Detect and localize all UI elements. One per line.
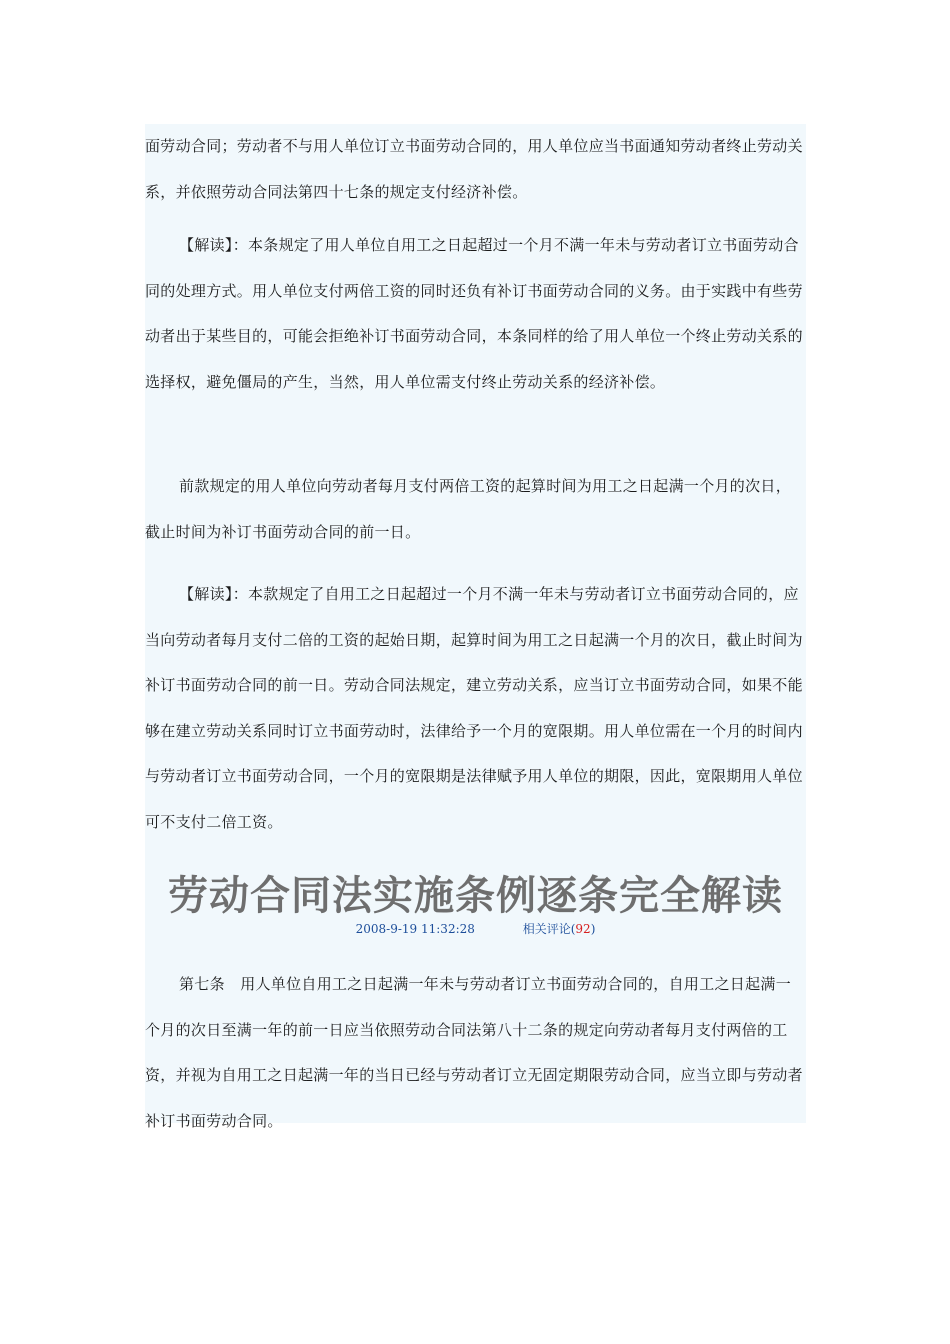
paragraph-interpretation-1: 【解读】：本条规定了用人单位自用工之日起超过一个月不满一年未与劳动者订立书面劳动合同的处理方式。用人单位支付两倍工资的同时还负有补订书面劳动合同的义务。由于实践中有些劳动者出于某些目的，可能会拒绝补订书面劳动合同，本条同样的给了用人单位一个终止劳动关系的选择权，避免僵局的产生，当然，用人单位需支付终止劳动关系的经济补偿。 bbox=[145, 236, 803, 391]
paragraph-clause: 前款规定的用人单位向劳动者每月支付两倍工资的起算时间为用工之日起满一个月的次日，截止时间为补订书面劳动合同的前一日。 bbox=[145, 477, 792, 541]
article-body: 第七条 用人单位自用工之日起满一年未与劳动者订立书面劳动合同的，自用工之日起满一个月的次日至满一年的前一日应当依照劳动合同法第八十二条的规定向劳动者每月支付两倍的工资，并视为自用工之日起满一年的当日已经与劳动者订立无固定期限劳动合同，应当立即与劳动者补订书面劳动合同。 bbox=[145, 975, 803, 1130]
related-comments-close: ) bbox=[590, 922, 596, 936]
related-comments-link[interactable] bbox=[523, 922, 596, 936]
paragraph-interpretation-2: 【解读】：本款规定了自用工之日起超过一个月不满一年未与劳动者订立书面劳动合同的，应当向劳动者每月支付二倍的工资的起始日期，起算时间为用工之日起满一个月的次日，截止时间为补订书面劳动合同的前一日。劳动合同法规定，建立劳动关系，应当订立书面劳动合同，如果不能够在建立劳动关系同时订立书面劳动时，法律给予一个月的宽限期。用人单位需在一个月的时间内与劳动者订立书面劳动合同，一个月的宽限期是法律赋予用人单位的期限，因此，宽限期用人单位可不支付二倍工资。 bbox=[145, 585, 803, 831]
publish-date: 2008-9-19 11:32:28 bbox=[355, 922, 475, 936]
article-title: 劳动合同法实施条例逐条完全解读 bbox=[168, 873, 783, 919]
paragraph-continuation: 面劳动合同；劳动者不与用人单位订立书面劳动合同的，用人单位应当书面通知劳动者终止劳动关系，并依照劳动合同法第四十七条的规定支付经济补偿。 bbox=[145, 137, 803, 201]
comment-count: 92 bbox=[575, 922, 591, 936]
related-comments-label: 相关评论( bbox=[522, 922, 576, 936]
article-meta bbox=[145, 920, 806, 938]
article-content bbox=[145, 124, 806, 1130]
